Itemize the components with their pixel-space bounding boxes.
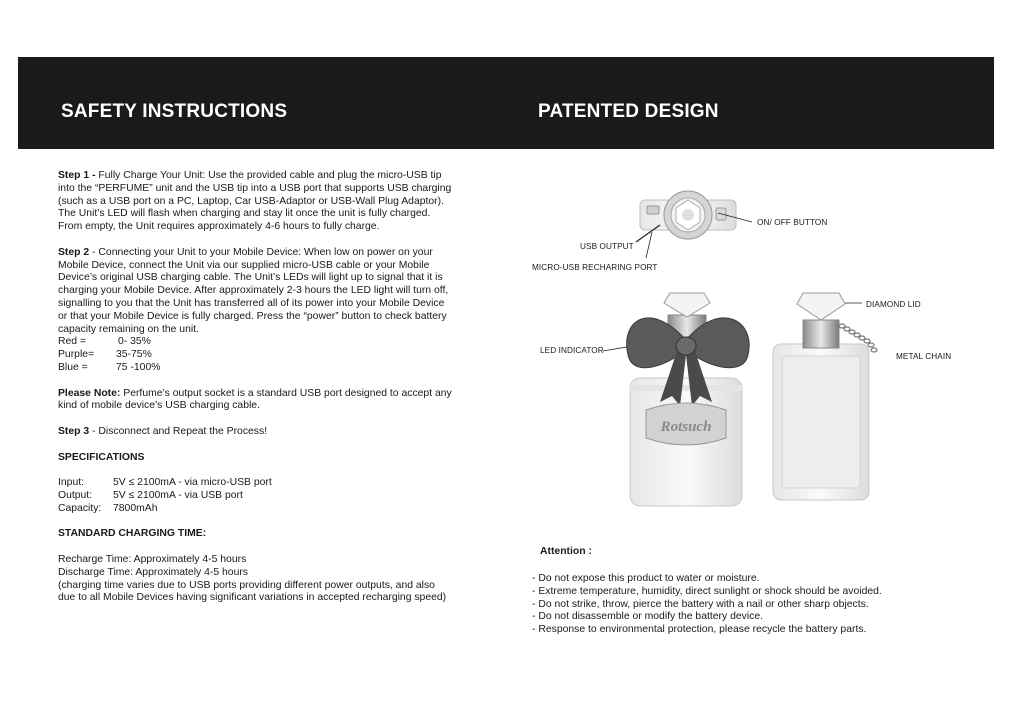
note-line: Please Note: Perfume’s output socket is a standard USB port designed to accept any (58, 387, 452, 399)
attention-item: - Do not disassemble or modify the battery device. (532, 611, 764, 623)
attention-item: - Do not strike, throw, pierce the battery with a nail or other sharp objects. (532, 598, 869, 610)
led-indicator-label: LED INDICATOR (540, 346, 604, 355)
step1-label: Step 1 - (58, 170, 96, 181)
spec-row-capacity: Capacity: 7800mAh (58, 502, 158, 514)
step2-line: charging your Mobile Device. After approximately 2-3 hours the LED light will turn off, (58, 285, 449, 297)
patented-design-title: PATENTED DESIGN (538, 101, 719, 122)
usb-output-label: USB OUTPUT (580, 242, 634, 251)
step2-line: Device’s original USB charging cable. The Unit’s LEDs will light up to signal that it is (58, 272, 443, 284)
note-label: Please Note: (58, 387, 121, 399)
attention-item: - Do not expose this product to water or moisture. (532, 573, 760, 584)
on-off-button-label: ON/ OFF BUTTON (757, 218, 828, 227)
step1-line: into the “PERFUME” unit and the USB tip into a USB port that supports USB charging (58, 182, 452, 194)
charging-line: due to all Mobile Devices having significant variations in accepted recharging speed) (58, 592, 447, 604)
attention-title: Attention : (540, 546, 592, 557)
step1-line: Step 1 - Fully Charge Your Unit: Use the provided cable and plug the micro-USB tip (58, 170, 442, 181)
battery-level-blue: Blue = 75 -100% (58, 361, 161, 373)
safety-instructions-title: SAFETY INSTRUCTIONS (61, 101, 288, 122)
step2-line: Step 2 - Connecting your Unit to your Mobile Device: When low on power on your (58, 246, 433, 258)
front-bottle (627, 293, 749, 506)
step2-line: or that your Mobile Device is fully charged. Press the “power” button to check battery (58, 310, 447, 322)
attention-item: - Extreme temperature, humidity, direct sunlight or shock should be avoided. (532, 585, 882, 597)
diamond-lid-label: DIAMOND LID (866, 300, 921, 309)
step3-label: Step 3 (58, 425, 90, 437)
step3-line: Step 3 - Disconnect and Repeat the Process! (58, 425, 268, 437)
spec-row-input: Input: 5V ≤ 2100mA - via micro-USB port (58, 477, 272, 489)
header-banner (18, 57, 994, 149)
step2-label: Step 2 (58, 246, 90, 258)
metal-chain-label: METAL CHAIN (896, 352, 952, 361)
specifications-heading: SPECIFICATIONS (58, 451, 145, 463)
spec-row-output: Output: 5V ≤ 2100mA - via USB port (58, 489, 243, 501)
attention-list (532, 573, 882, 637)
product-illustration (520, 170, 994, 540)
charging-time-heading: STANDARD CHARGING TIME: (58, 528, 207, 540)
charging-line: Recharge Time: Approximately 4-5 hours (58, 553, 247, 565)
attention-item: - Response to environmental protection, please recycle the battery parts. (532, 624, 867, 636)
step1-line: The Unit’s LED will flash when charging and stay lit once the unit is fully charged. (58, 208, 431, 220)
back-bottle (773, 293, 877, 500)
step1-line: From empty, the Unit requires approximately 4-6 hours to fully charge. (58, 221, 380, 233)
charging-line: (charging time varies due to USB ports providing different power outputs, and also (58, 579, 435, 591)
charging-line: Discharge Time: Approximately 4-5 hours (58, 566, 248, 578)
brand-logo: Rotsuch (660, 419, 712, 435)
step2-line: capacity remaining on the unit. (58, 323, 199, 335)
step2-line: Mobile Device, connect the Unit via our supplied micro-USB cable or your Mobile (58, 259, 430, 271)
note-line: kind of mobile device’s USB charging cable. (58, 400, 260, 412)
step1-line: (such as a USB port on a PC, Laptop, Car USB-Adaptor or USB-Wall Plug Adaptor). (58, 195, 444, 207)
top-view (640, 191, 736, 239)
step2-line: signalling to you that the Unit has transferred all of its power into your Mobile Device (58, 297, 445, 309)
battery-level-red: Red = 0- 35% (58, 336, 151, 348)
safety-instructions-body (58, 170, 490, 605)
battery-level-purple: Purple= 35-75% (58, 349, 152, 361)
micro-usb-port-label: MICRO-USB RECHARING PORT (532, 263, 658, 272)
